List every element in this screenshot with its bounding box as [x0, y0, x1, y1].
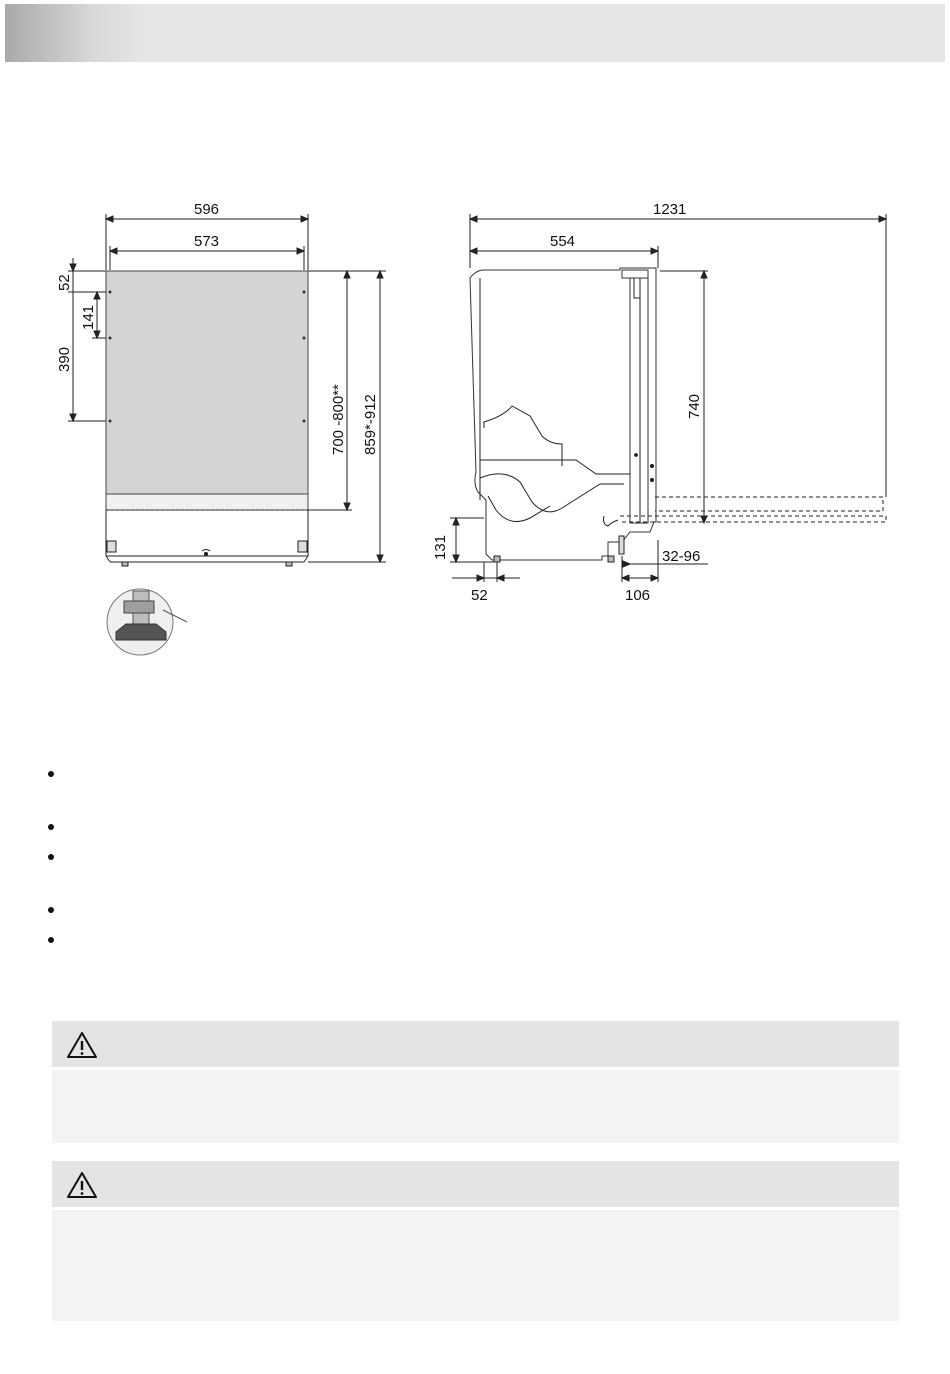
list-item [46, 937, 54, 945]
dim-hole-depth: 390 [56, 346, 73, 372]
list-item [46, 824, 54, 832]
dim-plinth-range: 32-96 [662, 548, 701, 565]
side-view [450, 214, 886, 582]
warning-text [52, 1070, 899, 1143]
dim-overall-width: 596 [194, 201, 220, 218]
dim-total-depth: 1231 [653, 201, 687, 218]
dim-plinth-depth: 106 [625, 587, 651, 604]
list-item [46, 854, 54, 862]
warning-header [52, 1161, 899, 1207]
list-item [46, 907, 54, 915]
dim-total-height: 859*-912 [362, 394, 379, 455]
dim-door-height: 740 [686, 393, 703, 419]
dim-body-depth: 554 [550, 233, 576, 250]
warning-triangle-icon [66, 1030, 98, 1060]
dim-inner-width: 573 [194, 233, 220, 250]
warning-header [52, 1021, 899, 1067]
dim-top-offset: 52 [56, 274, 73, 291]
dim-hole-spacing: 141 [80, 304, 97, 330]
dim-foot-offset: 52 [471, 587, 488, 604]
dim-niche-height: 700 -800** [330, 384, 347, 455]
warning-triangle-icon [66, 1170, 98, 1200]
warning-text [52, 1210, 899, 1321]
list-item [46, 771, 54, 779]
dim-plinth-height: 131 [432, 534, 449, 560]
